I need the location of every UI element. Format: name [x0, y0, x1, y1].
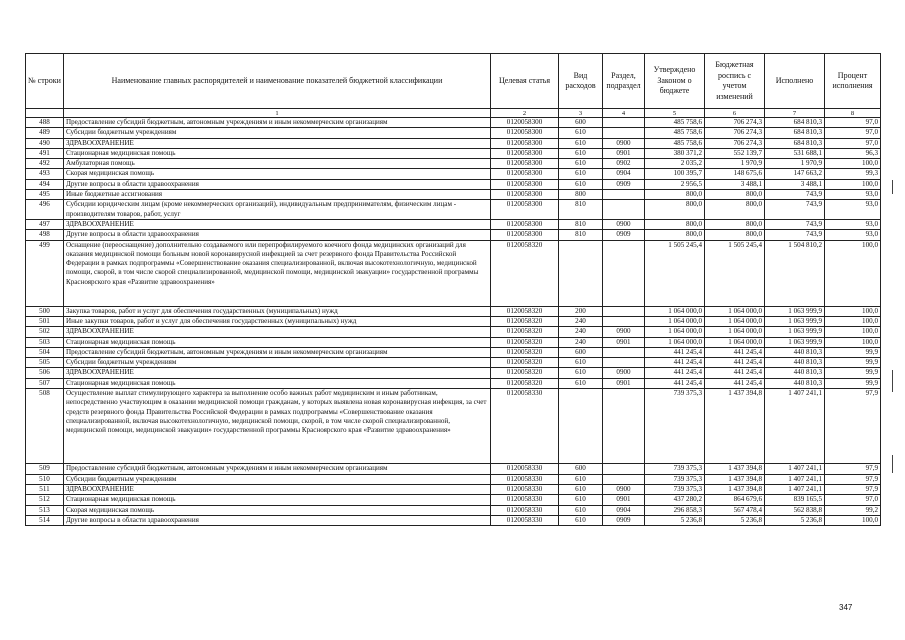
row-percent: 97,9	[825, 464, 881, 474]
row-expense-type: 610	[559, 179, 603, 189]
row-expense-type: 600	[559, 347, 603, 357]
row-number: 511	[26, 485, 64, 495]
row-expense-type: 610	[559, 474, 603, 484]
row-approved: 800,0	[645, 200, 705, 220]
row-expense-type: 610	[559, 159, 603, 169]
row-section: 0901	[603, 148, 645, 158]
row-executed: 440 810,3	[765, 347, 825, 357]
row-budget-schedule: 800,0	[705, 190, 765, 200]
row-name: Осуществление выплат стимулирующего характера за выполнение особо важных работ медицинским и иным работникам, непосредственно участвующим в оказании медицинской помощи гражданам, у которых выявлена новая коронавирусная инфекция, за счет средств резервного фонда Правительства Российской Федерации в рамках подпрограммы «Совершенствование оказания специализированной, включая высокотехнологичную, медицинской помощи, скорой, в том числе скорой специализированной, медицинской помощи, медицинской эвакуации» государственной программы Красноярского края «Развитие здравоохранения»	[64, 389, 491, 464]
row-section	[603, 464, 645, 474]
row-number: 489	[26, 128, 64, 138]
table-row	[26, 190, 881, 200]
row-section	[603, 316, 645, 326]
row-percent: 97,0	[825, 118, 881, 128]
row-expense-type: 610	[559, 138, 603, 148]
row-section: 0909	[603, 179, 645, 189]
row-budget-schedule: 1 064 000,0	[705, 337, 765, 347]
row-approved: 437 280,2	[645, 495, 705, 505]
row-executed: 743,9	[765, 190, 825, 200]
table-row	[26, 138, 881, 148]
row-number: 498	[26, 230, 64, 240]
row-executed: 1 063 999,9	[765, 316, 825, 326]
column-number-row	[26, 109, 881, 118]
row-executed: 1 504 810,2	[765, 240, 825, 306]
row-expense-type: 600	[559, 464, 603, 474]
row-section	[603, 240, 645, 306]
row-approved: 739 375,3	[645, 474, 705, 484]
row-budget-schedule: 441 245,4	[705, 347, 765, 357]
row-budget-schedule: 1 064 000,0	[705, 327, 765, 337]
row-number: 494	[26, 179, 64, 189]
table-row	[26, 389, 881, 464]
scan-edge-mark	[892, 370, 893, 392]
row-executed: 440 810,3	[765, 378, 825, 388]
row-section: 0900	[603, 138, 645, 148]
row-budget-schedule: 1 437 394,8	[705, 389, 765, 464]
row-section: 0902	[603, 159, 645, 169]
table-row	[26, 378, 881, 388]
row-budget-schedule: 1 064 000,0	[705, 306, 765, 316]
row-expense-type: 240	[559, 337, 603, 347]
table-row	[26, 495, 881, 505]
row-number: 505	[26, 358, 64, 368]
row-percent: 93,0	[825, 200, 881, 220]
row-section	[603, 358, 645, 368]
row-expense-type: 240	[559, 327, 603, 337]
row-name: Стационарная медицинская помощь	[64, 148, 491, 158]
row-approved: 739 375,3	[645, 389, 705, 464]
row-number: 503	[26, 337, 64, 347]
row-approved: 485 758,6	[645, 138, 705, 148]
row-approved: 441 245,4	[645, 358, 705, 368]
row-approved: 441 245,4	[645, 368, 705, 378]
row-approved: 1 064 000,0	[645, 337, 705, 347]
row-number: 509	[26, 464, 64, 474]
row-section	[603, 200, 645, 220]
row-name: Закупка товаров, работ и услуг для обеспечения государственных (муниципальных) нужд	[64, 306, 491, 316]
row-name: ЗДРАВООХРАНЕНИЕ	[64, 485, 491, 495]
row-percent: 99,9	[825, 378, 881, 388]
row-section: 0900	[603, 485, 645, 495]
row-number: 508	[26, 389, 64, 464]
row-approved: 380 371,2	[645, 148, 705, 158]
row-approved: 739 375,3	[645, 464, 705, 474]
row-section	[603, 118, 645, 128]
col-number	[26, 109, 64, 118]
row-executed: 440 810,3	[765, 368, 825, 378]
row-executed: 684 810,3	[765, 128, 825, 138]
row-target-article: 0120058300	[491, 159, 559, 169]
row-percent: 99,9	[825, 368, 881, 378]
row-number: 496	[26, 200, 64, 220]
row-executed: 1 407 241,1	[765, 474, 825, 484]
row-executed: 1 407 241,1	[765, 464, 825, 474]
col-header-budget-schedule: Бюджетная роспись с учетом изменений	[705, 54, 765, 109]
row-expense-type: 610	[559, 485, 603, 495]
row-executed: 839 165,5	[765, 495, 825, 505]
row-executed: 562 838,8	[765, 505, 825, 515]
row-target-article: 0120058300	[491, 200, 559, 220]
row-budget-schedule: 1 970,9	[705, 159, 765, 169]
row-executed: 440 810,3	[765, 358, 825, 368]
row-budget-schedule: 800,0	[705, 230, 765, 240]
row-budget-schedule: 864 679,6	[705, 495, 765, 505]
row-target-article: 0120058320	[491, 368, 559, 378]
row-expense-type	[559, 389, 603, 464]
row-budget-schedule: 148 675,6	[705, 169, 765, 179]
row-number: 493	[26, 169, 64, 179]
row-executed: 684 810,3	[765, 138, 825, 148]
row-name: Амбулаторная помощь	[64, 159, 491, 169]
row-number: 492	[26, 159, 64, 169]
row-section	[603, 347, 645, 357]
table-row	[26, 240, 881, 306]
row-expense-type: 610	[559, 128, 603, 138]
row-approved: 1 064 000,0	[645, 316, 705, 326]
row-target-article: 0120058330	[491, 485, 559, 495]
row-name: Субсидии бюджетным учреждениям	[64, 474, 491, 484]
row-approved: 485 758,6	[645, 128, 705, 138]
row-section: 0901	[603, 378, 645, 388]
row-approved: 800,0	[645, 230, 705, 240]
row-expense-type: 610	[559, 495, 603, 505]
table-row	[26, 358, 881, 368]
row-percent: 97,9	[825, 485, 881, 495]
row-number: 504	[26, 347, 64, 357]
col-header-target-article: Целевая статья	[491, 54, 559, 109]
row-percent: 100,0	[825, 306, 881, 316]
row-executed: 684 810,3	[765, 118, 825, 128]
table-row	[26, 169, 881, 179]
row-approved: 2 956,5	[645, 179, 705, 189]
row-name: Стационарная медицинская помощь	[64, 378, 491, 388]
row-approved: 441 245,4	[645, 347, 705, 357]
row-executed: 1 407 241,1	[765, 485, 825, 495]
row-approved: 441 245,4	[645, 378, 705, 388]
table-row	[26, 219, 881, 229]
row-name: Субсидии бюджетным учреждениям	[64, 358, 491, 368]
row-expense-type: 610	[559, 505, 603, 515]
row-percent: 96,3	[825, 148, 881, 158]
row-target-article: 0120058330	[491, 389, 559, 464]
col-header-section: Раздел, подраздел	[603, 54, 645, 109]
row-budget-schedule: 706 274,3	[705, 138, 765, 148]
row-percent: 99,9	[825, 347, 881, 357]
row-section: 0900	[603, 327, 645, 337]
col-number: 2	[491, 109, 559, 118]
col-header-executed: Исполнено	[765, 54, 825, 109]
col-header-name: Наименование главных распорядителей и наименование показателей бюджетной классификации	[64, 54, 491, 109]
row-expense-type	[559, 240, 603, 306]
row-number: 507	[26, 378, 64, 388]
row-expense-type: 800	[559, 190, 603, 200]
row-target-article: 0120058300	[491, 230, 559, 240]
table-row	[26, 505, 881, 515]
row-percent: 97,0	[825, 138, 881, 148]
row-number: 501	[26, 316, 64, 326]
row-percent: 97,9	[825, 474, 881, 484]
col-number: 4	[603, 109, 645, 118]
table-row	[26, 179, 881, 189]
row-name: Иные закупки товаров, работ и услуг для обеспечения государственных (муниципальных) нужд	[64, 316, 491, 326]
row-section: 0901	[603, 337, 645, 347]
row-section: 0904	[603, 505, 645, 515]
row-expense-type: 610	[559, 368, 603, 378]
row-name: Иные бюджетные ассигнования	[64, 190, 491, 200]
row-budget-schedule: 441 245,4	[705, 368, 765, 378]
row-section	[603, 128, 645, 138]
row-target-article: 0120058300	[491, 138, 559, 148]
row-name: Оснащение (переоснащение) дополнительно создаваемого или перепрофилируемого коечного фонда медицинских организаций для оказания медицинской помощи больным новой коронавирусной инфекцией за счет резервного фонда Правительства Российской Федерации в рамках подпрограммы «Совершенствование оказания специализированной, включая высокотехнологичную, медицинской помощи, скорой, в том числе скорой специализированной, медицинской помощи, медицинской эвакуации» государственной программы Красноярского края «Развитие здравоохранения»	[64, 240, 491, 306]
row-executed: 1 970,9	[765, 159, 825, 169]
row-approved: 296 858,3	[645, 505, 705, 515]
row-name: Другие вопросы в области здравоохранения	[64, 179, 491, 189]
row-percent: 93,0	[825, 190, 881, 200]
col-header-approved: Утверждено Законом о бюджете	[645, 54, 705, 109]
row-percent: 97,9	[825, 389, 881, 464]
row-budget-schedule: 706 274,3	[705, 128, 765, 138]
row-name: ЗДРАВООХРАНЕНИЕ	[64, 368, 491, 378]
table-row	[26, 306, 881, 316]
col-number: 8	[825, 109, 881, 118]
row-percent: 97,0	[825, 495, 881, 505]
row-budget-schedule: 1 437 394,8	[705, 485, 765, 495]
table-row	[26, 347, 881, 357]
row-target-article: 0120058320	[491, 358, 559, 368]
row-number: 497	[26, 219, 64, 229]
table-row	[26, 515, 881, 525]
row-name: Стационарная медицинская помощь	[64, 495, 491, 505]
col-number: 6	[705, 109, 765, 118]
row-target-article: 0120058300	[491, 179, 559, 189]
row-budget-schedule: 3 488,1	[705, 179, 765, 189]
row-budget-schedule: 800,0	[705, 200, 765, 220]
row-target-article: 0120058320	[491, 337, 559, 347]
row-target-article: 0120058320	[491, 347, 559, 357]
row-number: 491	[26, 148, 64, 158]
row-target-article: 0120058330	[491, 474, 559, 484]
row-number: 513	[26, 505, 64, 515]
row-section	[603, 190, 645, 200]
row-approved: 1 064 000,0	[645, 306, 705, 316]
row-executed: 743,9	[765, 219, 825, 229]
table-row	[26, 118, 881, 128]
row-approved: 2 035,2	[645, 159, 705, 169]
row-expense-type: 600	[559, 118, 603, 128]
row-number: 514	[26, 515, 64, 525]
col-header-expense-type: Вид расходов	[559, 54, 603, 109]
table-row	[26, 474, 881, 484]
row-target-article: 0120058300	[491, 118, 559, 128]
row-number: 502	[26, 327, 64, 337]
row-name: Субсидии бюджетным учреждениям	[64, 128, 491, 138]
row-expense-type: 810	[559, 200, 603, 220]
row-expense-type: 810	[559, 230, 603, 240]
row-approved: 1 064 000,0	[645, 327, 705, 337]
col-number: 3	[559, 109, 603, 118]
row-percent: 93,0	[825, 230, 881, 240]
row-number: 512	[26, 495, 64, 505]
row-name: Субсидии юридическим лицам (кроме некоммерческих организаций), индивидуальным предпринимателям, физическим лицам - производителям товаров, работ, услуг	[64, 200, 491, 220]
row-number: 510	[26, 474, 64, 484]
row-number: 500	[26, 306, 64, 316]
col-header-row-number: № строки	[26, 54, 64, 109]
row-number: 506	[26, 368, 64, 378]
row-percent: 99,3	[825, 169, 881, 179]
row-name: Другие вопросы в области здравоохранения	[64, 515, 491, 525]
row-approved: 5 236,8	[645, 515, 705, 525]
row-percent: 100,0	[825, 316, 881, 326]
row-section	[603, 306, 645, 316]
page-number: 347	[839, 603, 853, 612]
row-section: 0900	[603, 219, 645, 229]
col-number: 1	[64, 109, 491, 118]
table-row	[26, 159, 881, 169]
table-body	[26, 118, 881, 526]
row-percent: 100,0	[825, 327, 881, 337]
table-row	[26, 316, 881, 326]
row-budget-schedule: 441 245,4	[705, 378, 765, 388]
row-executed: 743,9	[765, 230, 825, 240]
row-target-article: 0120058320	[491, 327, 559, 337]
row-executed: 1 407 241,1	[765, 389, 825, 464]
row-target-article: 0120058320	[491, 306, 559, 316]
row-executed: 5 236,8	[765, 515, 825, 525]
row-name: Стационарная медицинская помощь	[64, 337, 491, 347]
table-row	[26, 337, 881, 347]
row-budget-schedule: 567 478,4	[705, 505, 765, 515]
row-approved: 800,0	[645, 190, 705, 200]
row-name: Предоставление субсидий бюджетным, автономным учреждениям и иным некоммерческим организациям	[64, 347, 491, 357]
col-number: 7	[765, 109, 825, 118]
row-approved: 800,0	[645, 219, 705, 229]
row-budget-schedule: 706 274,3	[705, 118, 765, 128]
row-budget-schedule: 800,0	[705, 219, 765, 229]
row-target-article: 0120058300	[491, 148, 559, 158]
row-number: 490	[26, 138, 64, 148]
row-budget-schedule: 1 437 394,8	[705, 474, 765, 484]
row-approved: 1 505 245,4	[645, 240, 705, 306]
table-row	[26, 200, 881, 220]
row-target-article: 0120058320	[491, 378, 559, 388]
table-row	[26, 485, 881, 495]
row-name: Скорая медицинская помощь	[64, 505, 491, 515]
row-percent: 93,0	[825, 219, 881, 229]
row-budget-schedule: 1 064 000,0	[705, 316, 765, 326]
table-row	[26, 230, 881, 240]
table-row	[26, 148, 881, 158]
row-target-article: 0120058300	[491, 219, 559, 229]
row-percent: 99,9	[825, 358, 881, 368]
row-executed: 1 063 999,9	[765, 327, 825, 337]
scan-edge-mark	[892, 180, 893, 194]
row-budget-schedule: 5 236,8	[705, 515, 765, 525]
row-name: Другие вопросы в области здравоохранения	[64, 230, 491, 240]
row-approved: 100 395,7	[645, 169, 705, 179]
row-name: ЗДРАВООХРАНЕНИЕ	[64, 327, 491, 337]
row-section: 0901	[603, 495, 645, 505]
row-percent: 100,0	[825, 240, 881, 306]
header-row	[26, 54, 881, 109]
row-number: 495	[26, 190, 64, 200]
row-target-article: 0120058330	[491, 515, 559, 525]
row-expense-type: 610	[559, 515, 603, 525]
row-executed: 147 663,2	[765, 169, 825, 179]
row-executed: 3 488,1	[765, 179, 825, 189]
row-target-article: 0120058300	[491, 190, 559, 200]
row-executed: 1 063 999,9	[765, 306, 825, 316]
row-target-article: 0120058300	[491, 169, 559, 179]
row-budget-schedule: 1 505 245,4	[705, 240, 765, 306]
row-target-article: 0120058300	[491, 128, 559, 138]
row-percent: 100,0	[825, 337, 881, 347]
row-section	[603, 474, 645, 484]
row-name: Скорая медицинская помощь	[64, 169, 491, 179]
row-target-article: 0120058330	[491, 505, 559, 515]
row-target-article: 0120058320	[491, 316, 559, 326]
row-section: 0909	[603, 515, 645, 525]
row-approved: 739 375,3	[645, 485, 705, 495]
row-approved: 485 758,6	[645, 118, 705, 128]
row-name: ЗДРАВООХРАНЕНИЕ	[64, 138, 491, 148]
table-row	[26, 464, 881, 474]
col-number: 5	[645, 109, 705, 118]
table-row	[26, 368, 881, 378]
row-name: Предоставление субсидий бюджетным, автономным учреждениям и иным некоммерческим организациям	[64, 118, 491, 128]
row-section: 0909	[603, 230, 645, 240]
row-name: ЗДРАВООХРАНЕНИЕ	[64, 219, 491, 229]
row-expense-type: 810	[559, 219, 603, 229]
table-row	[26, 128, 881, 138]
row-expense-type: 610	[559, 358, 603, 368]
scan-edge-mark	[892, 455, 893, 473]
row-name: Предоставление субсидий бюджетным, автономным учреждениям и иным некоммерческим организациям	[64, 464, 491, 474]
row-expense-type: 610	[559, 169, 603, 179]
row-percent: 100,0	[825, 179, 881, 189]
row-target-article: 0120058330	[491, 464, 559, 474]
row-budget-schedule: 441 245,4	[705, 358, 765, 368]
row-section: 0904	[603, 169, 645, 179]
row-section	[603, 389, 645, 464]
row-target-article: 0120058330	[491, 495, 559, 505]
row-executed: 743,9	[765, 200, 825, 220]
row-executed: 1 063 999,9	[765, 337, 825, 347]
row-expense-type: 610	[559, 148, 603, 158]
row-budget-schedule: 1 437 394,8	[705, 464, 765, 474]
row-budget-schedule: 552 139,7	[705, 148, 765, 158]
row-expense-type: 200	[559, 306, 603, 316]
row-expense-type: 610	[559, 378, 603, 388]
col-header-percent: Процент исполнения	[825, 54, 881, 109]
row-percent: 100,0	[825, 159, 881, 169]
row-number: 499	[26, 240, 64, 306]
row-executed: 531 688,1	[765, 148, 825, 158]
row-percent: 97,0	[825, 128, 881, 138]
row-percent: 99,2	[825, 505, 881, 515]
budget-execution-table	[25, 53, 881, 526]
table-row	[26, 327, 881, 337]
row-expense-type: 240	[559, 316, 603, 326]
row-number: 488	[26, 118, 64, 128]
row-section: 0900	[603, 368, 645, 378]
row-percent: 100,0	[825, 515, 881, 525]
row-target-article: 0120058320	[491, 240, 559, 306]
